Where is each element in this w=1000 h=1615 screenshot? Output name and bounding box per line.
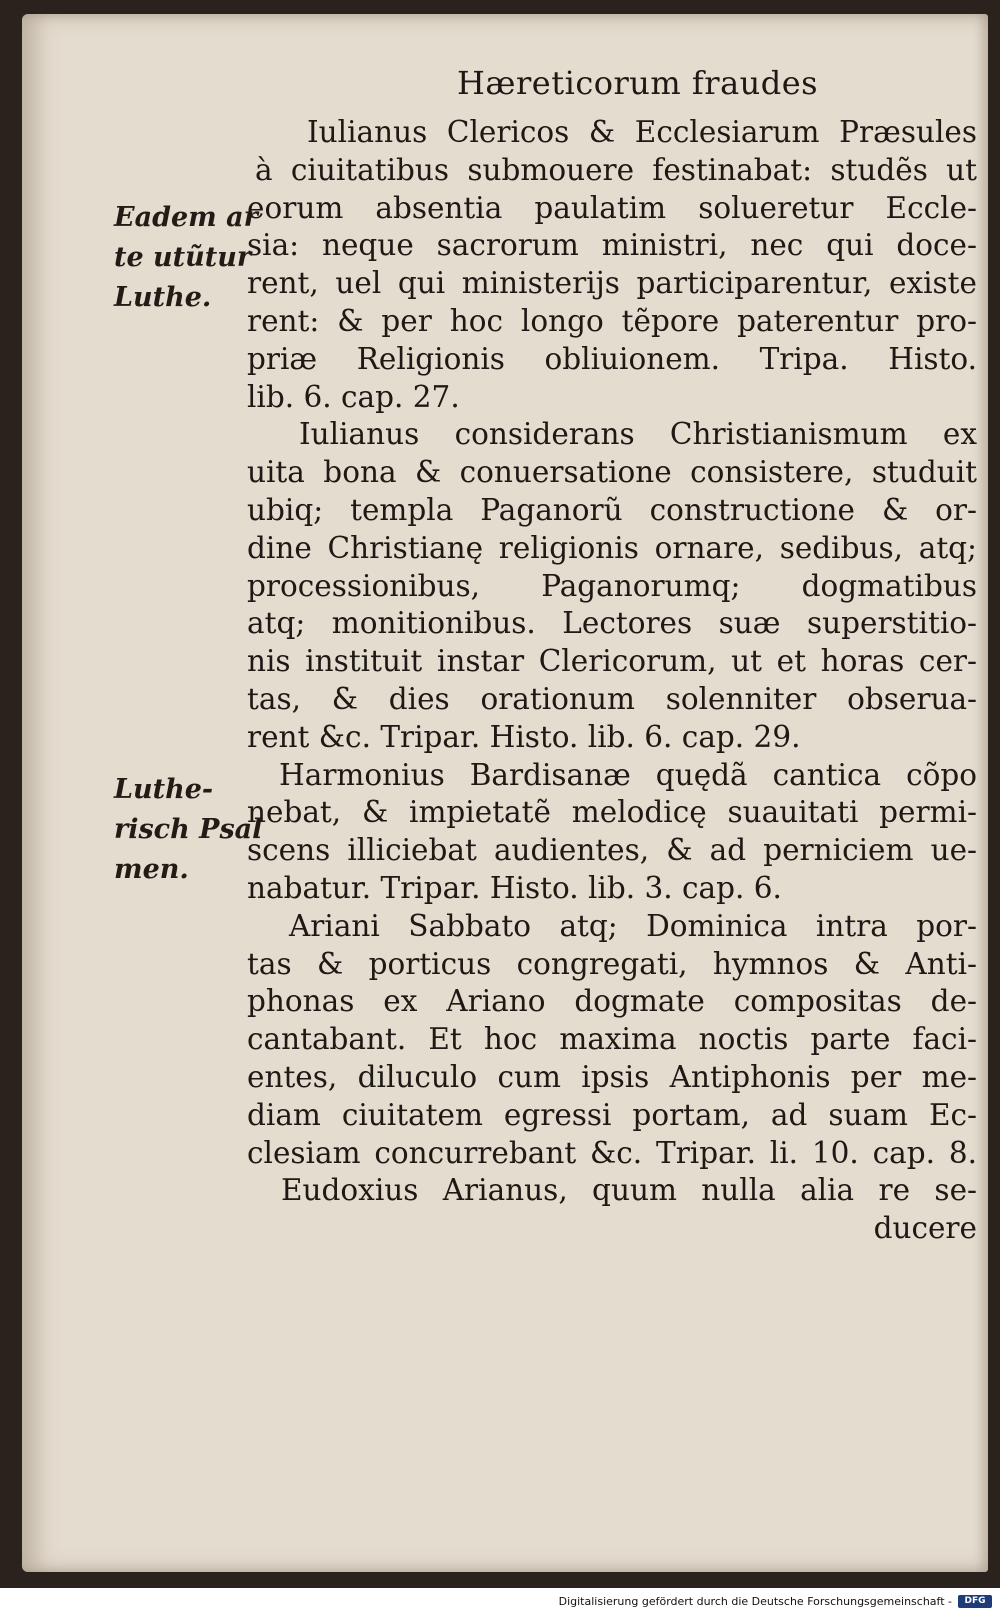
catchword: ducere (873, 1211, 977, 1246)
text-line: nabatur. Tripar. Histo. lib. 3. cap. 6. (247, 870, 782, 905)
body-text (247, 114, 977, 1248)
text-line: à ciuitatibus submouere festinabat: studẽs ut (255, 152, 977, 187)
text-line: nebat, & impietatẽ melodicę suauitati permi- (247, 795, 977, 830)
marginal-note (114, 770, 262, 890)
digitization-footer (0, 1588, 1000, 1615)
marginal-note-line: Luthe- (114, 774, 214, 805)
text-line: cantabant. Et hoc maxima noctis parte faci- (247, 1022, 977, 1057)
text-line: nis instituit instar Clericorum, ut et horas cer- (247, 644, 977, 679)
text-line: rent, uel qui ministerijs participarentur, existe (247, 266, 977, 301)
footer-credit: Digitalisierung gefördert durch die Deutsche Forschungsgemeinschaft - (558, 1595, 952, 1608)
dfg-logo: DFG (958, 1595, 992, 1608)
text-line: sia: neque sacrorum ministri, nec qui doce- (247, 228, 977, 263)
text-line: priæ Religionis obliuionem. Tripa. Histo. (247, 341, 977, 376)
text-line: entes, diluculo cum ipsis Antiphonis per me- (247, 1059, 977, 1094)
text-line: diam ciuitatem egressi portam, ad suam Ec- (247, 1097, 977, 1132)
text-line: tas & porticus congregati, hymnos & Anti- (247, 946, 977, 981)
text-line: Iulianus Clericos & Ecclesiarum Præsules (307, 115, 977, 149)
text-line: Harmonius Bardisanæ quędã cantica cõpo (279, 757, 977, 792)
marginal-note-line: men. (114, 854, 189, 885)
text-line: lib. 6. cap. 27. (247, 379, 460, 414)
text-line: Eudoxius Arianus, quum nulla alia re se- (281, 1173, 977, 1208)
text-line: Ariani Sabbato atq; Dominica intra por- (289, 908, 977, 943)
running-head: Hæreticorum fraudes (457, 64, 819, 102)
text-line: eorum absentia paulatim solueretur Eccle- (247, 190, 977, 225)
text-line: scens illiciebat audientes, & ad perniciem ue- (247, 833, 977, 868)
marginal-note-line: Luthe. (114, 282, 212, 313)
text-line: phonas ex Ariano dogmate compositas de- (247, 984, 977, 1019)
text-line: dine Christianę religionis ornare, sedibus, atq; (247, 530, 977, 565)
marginal-note-line: risch Psal (114, 814, 263, 845)
marginal-note (114, 198, 258, 318)
marginal-note-line: Eadem ar (114, 202, 258, 233)
text-line: processionibus, Paganorumq; dogmatibus (247, 568, 977, 603)
text-line: rent &c. Tripar. Histo. lib. 6. cap. 29. (247, 719, 801, 754)
text-line: rent: & per hoc longo tẽpore paterentur pro- (247, 303, 977, 338)
text-line: ubiq; templa Paganorũ constructione & or- (247, 492, 977, 527)
text-line: Iulianus considerans Christianismum ex (299, 417, 977, 452)
text-line: atq; monitionibus. Lectores suæ superstitio- (247, 606, 977, 641)
text-line: clesiam concurrebant &c. Tripar. li. 10. cap. 8. (247, 1135, 977, 1170)
marginal-note-line: te utũtur (114, 242, 252, 273)
text-line: uita bona & conuersatione consistere, studuit (247, 455, 977, 490)
book-page (22, 14, 988, 1572)
text-line: tas, & dies orationum solenniter obserua- (247, 681, 977, 716)
